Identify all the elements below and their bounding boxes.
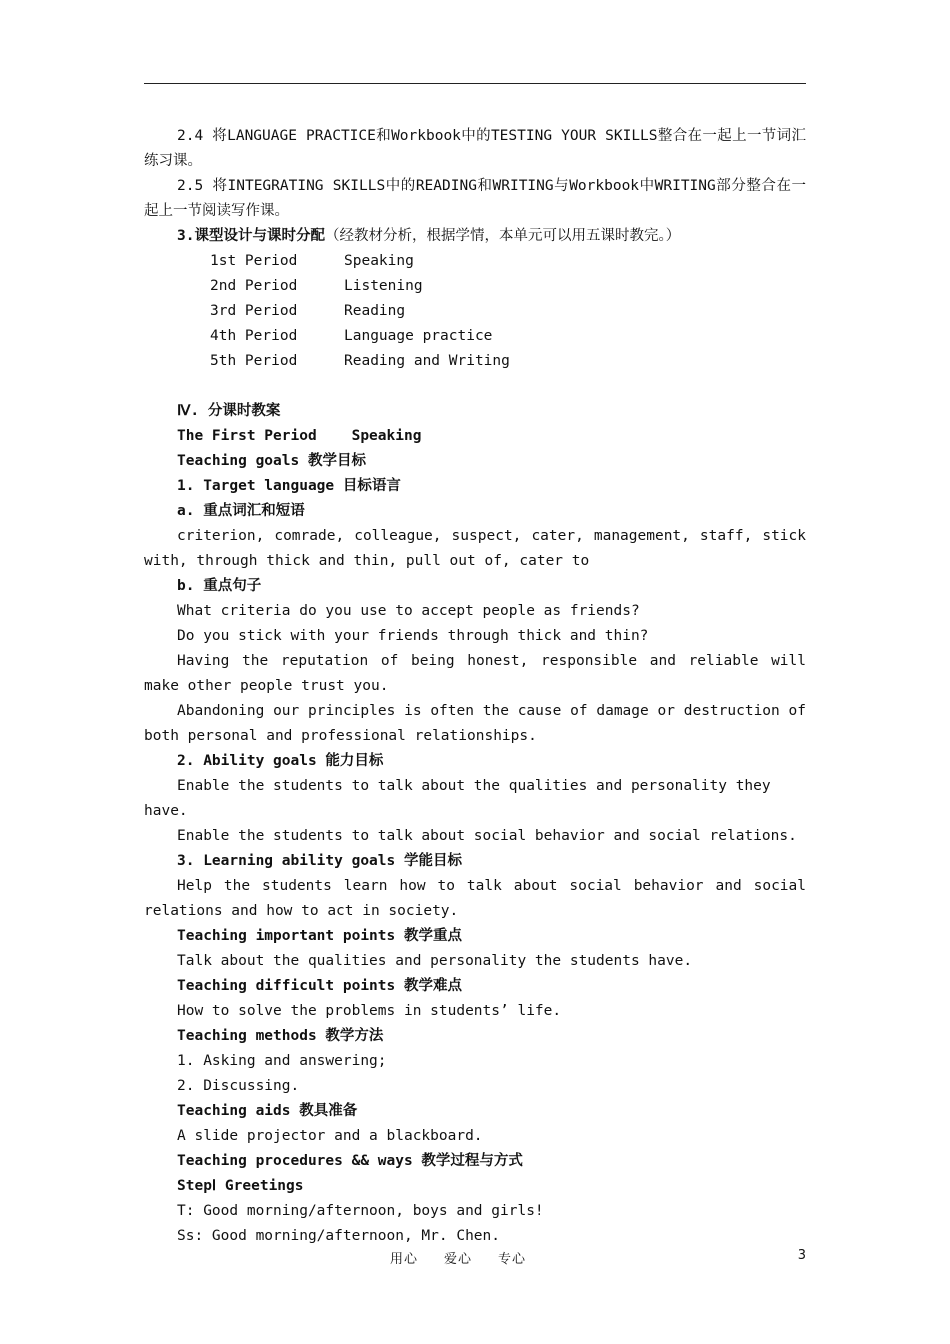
aids-text: A slide projector and a blackboard. (177, 1128, 483, 1144)
period-number: 2nd Period (210, 278, 298, 294)
important-points-heading: Teaching important points 教学重点 (177, 928, 462, 944)
period-row (144, 324, 806, 349)
period-row (144, 249, 806, 274)
method-item: 2. Discussing. (177, 1078, 300, 1094)
period-type: Reading (344, 303, 406, 319)
footer-item: 专心 (498, 1252, 527, 1267)
vocab-heading: a. 重点词汇和短语 (177, 503, 305, 519)
footer-item: 用心 (390, 1252, 419, 1267)
period-type: Reading and Writing (344, 353, 510, 369)
learning-goals-heading: 3. Learning ability goals 学能目标 (177, 853, 462, 869)
teaching-goals-heading: Teaching goals 教学目标 (177, 453, 366, 469)
methods-heading: Teaching methods 教学方法 (177, 1028, 384, 1044)
header-rule (144, 83, 806, 84)
paragraph-3 (144, 224, 806, 249)
important-points-text: Talk about the qualities and personality the students have. (177, 953, 693, 969)
period-type: Language practice (344, 328, 493, 344)
period-number: 5th Period (210, 353, 298, 369)
ability-item: Enable the students to talk about the qualities and personality they have. (144, 778, 771, 819)
vocab-text: criterion, comrade, colleague, suspect, cater, management, staff, stick with, through thick and thin, pull out of, cater to (144, 528, 806, 569)
period-type: Listening (344, 278, 423, 294)
section-iv-heading: Ⅳ. 分课时教案 (177, 403, 281, 419)
method-item: 1. Asking and answering; (177, 1053, 387, 1069)
sentence-item: What criteria do you use to accept people as friends? (177, 603, 640, 619)
period-row (144, 274, 806, 299)
sentence-item: Do you stick with your friends through thick and thin? (177, 628, 649, 644)
footer-item: 爱心 (444, 1252, 473, 1267)
procedures-heading: Teaching procedures && ways 教学过程与方式 (177, 1153, 523, 1169)
period-number: 3rd Period (210, 303, 298, 319)
period-number: 4th Period (210, 328, 298, 344)
paragraph-3-heading: 3.课型设计与课时分配 (177, 228, 325, 244)
sentences-heading: b. 重点句子 (177, 578, 262, 594)
ability-item: Enable the students to talk about social behavior and social relations. (177, 828, 797, 844)
difficult-points-text: How to solve the problems in students’ life. (177, 1003, 562, 1019)
ability-goals-heading: 2. Ability goals 能力目标 (177, 753, 384, 769)
page-number: 3 (797, 1248, 806, 1263)
learning-text: Help the students learn how to talk about social behavior and social relations and how to act in society. (144, 878, 806, 919)
paragraph-3-note: （经教材分析，根据学情，本单元可以用五课时教完。） (324, 228, 681, 244)
target-language-heading: 1. Target language 目标语言 (177, 478, 401, 494)
dialogue-line: Ss: Good morning/afternoon, Mr. Chen. (177, 1228, 501, 1244)
spacer (144, 374, 806, 399)
period-row (144, 349, 806, 374)
period-row (144, 299, 806, 324)
sentence-item: Abandoning our principles is often the cause of damage or destruction of both personal and professional relationships. (144, 703, 806, 744)
aids-heading: Teaching aids 教具准备 (177, 1103, 358, 1119)
first-period-heading: The First Period Speaking (177, 428, 422, 444)
document-body (144, 124, 806, 1249)
period-number: 1st Period (210, 253, 298, 269)
page-footer (0, 1248, 950, 1268)
step1-heading: StepⅠ Greetings (177, 1178, 304, 1194)
sentence-item: Having the reputation of being honest, responsible and reliable will make other people trust you. (144, 653, 806, 694)
dialogue-line: T: Good morning/afternoon, boys and girls! (177, 1203, 544, 1219)
difficult-points-heading: Teaching difficult points 教学难点 (177, 978, 462, 994)
paragraph-2-5: 2.5 将INTEGRATING SKILLS中的READING和WRITING与Workbook中WRITING部分整合在一起上一节阅读写作课。 (144, 178, 806, 219)
period-type: Speaking (344, 253, 414, 269)
footer-slogan (390, 1248, 526, 1267)
paragraph-2-4: 2.4 将LANGUAGE PRACTICE和Workbook中的TESTING YOUR SKILLS整合在一起上一节词汇练习课。 (144, 128, 806, 169)
